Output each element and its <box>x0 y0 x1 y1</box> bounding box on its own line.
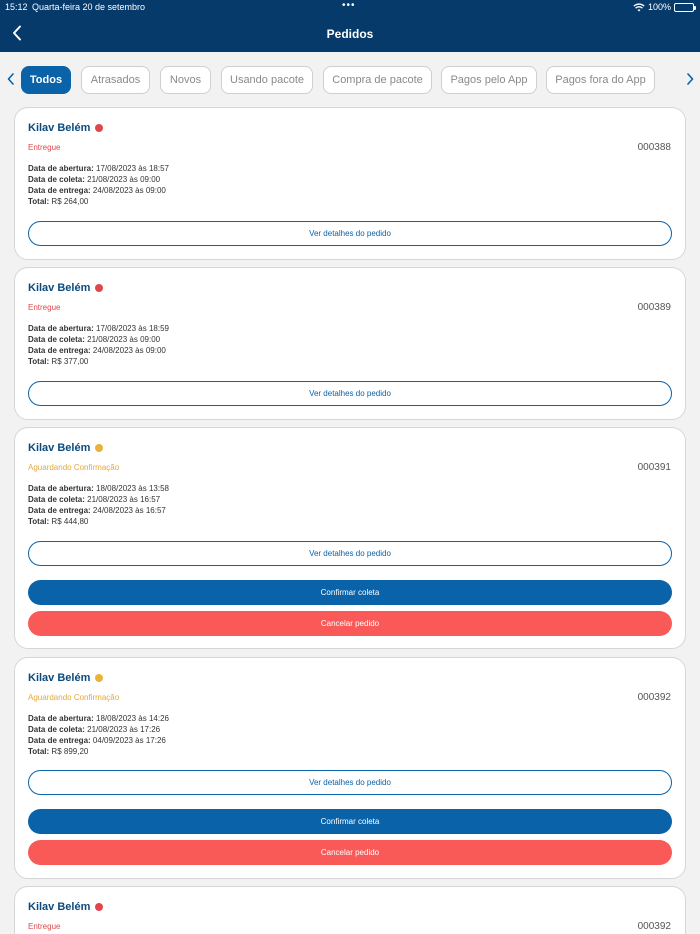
order-dates: Data de abertura: 17/08/2023 às 18:57 Data de coleta: 21/08/2023 às 09:00 Data de entrega: 24/08/2023 às 09:00 Total: R$ 264,00 <box>28 164 169 206</box>
confirm-pickup-button[interactable]: Confirmar coleta <box>28 809 672 834</box>
store-name: Kilav Belém <box>28 442 103 454</box>
status-dot <box>95 124 103 132</box>
status-dot <box>95 674 103 682</box>
tab-todos[interactable]: Todos <box>21 66 71 94</box>
order-dates: Data de abertura: 18/08/2023 às 13:58 Data de coleta: 21/08/2023 às 16:57 Data de entrega: 24/08/2023 às 16:57 Total: R$ 444,80 <box>28 484 169 526</box>
tab-pagos-pelo-app[interactable]: Pagos pelo App <box>441 66 537 94</box>
order-card <box>14 267 686 420</box>
status-bar <box>0 0 700 14</box>
wifi-icon <box>633 3 645 12</box>
tab-pagos-fora-do-app[interactable]: Pagos fora do App <box>546 66 655 94</box>
order-status: Entregue <box>28 303 61 312</box>
order-number: 000388 <box>637 142 671 153</box>
status-right <box>633 2 694 12</box>
tab-compra-de-pacote[interactable]: Compra de pacote <box>323 66 432 94</box>
status-time: 15:12 <box>5 2 28 12</box>
order-status: Aguardando Confirmação <box>28 463 120 472</box>
order-status: Aguardando Confirmação <box>28 693 120 702</box>
tabs-scroll-right-button[interactable] <box>684 71 696 87</box>
order-number: 000392 <box>637 921 671 932</box>
tabs-scroll-left-button[interactable] <box>4 71 16 87</box>
order-number: 000392 <box>637 692 671 703</box>
cancel-order-button[interactable]: Cancelar pedido <box>28 840 672 865</box>
view-order-details-button[interactable]: Ver detalhes do pedido <box>28 770 672 795</box>
battery-percent: 100% <box>647 2 671 12</box>
store-name: Kilav Belém <box>28 282 103 294</box>
order-dates: Data de abertura: 18/08/2023 às 14:26 Data de coleta: 21/08/2023 às 17:26 Data de entrega: 04/09/2023 às 17:26 Total: R$ 899,20 <box>28 714 169 756</box>
view-order-details-button[interactable]: Ver detalhes do pedido <box>28 541 672 566</box>
confirm-pickup-button[interactable]: Confirmar coleta <box>28 580 672 605</box>
order-status: Entregue <box>28 922 61 931</box>
chevron-left-icon <box>7 73 14 85</box>
order-number: 000391 <box>637 462 671 473</box>
chevron-right-icon <box>687 73 694 85</box>
order-number: 000389 <box>637 302 671 313</box>
store-name: Kilav Belém <box>28 672 103 684</box>
order-status: Entregue <box>28 143 61 152</box>
status-dot <box>95 903 103 911</box>
tab-novos[interactable]: Novos <box>160 66 211 94</box>
multitask-dots-icon[interactable]: ••• <box>342 0 356 11</box>
order-card <box>14 657 686 879</box>
store-name: Kilav Belém <box>28 122 103 134</box>
status-dot <box>95 284 103 292</box>
status-dot <box>95 444 103 452</box>
tab-atrasados[interactable]: Atrasados <box>81 66 150 94</box>
tab-usando-pacote[interactable]: Usando pacote <box>221 66 313 94</box>
view-order-details-button[interactable]: Ver detalhes do pedido <box>28 381 672 406</box>
order-card <box>14 427 686 649</box>
order-card <box>14 107 686 260</box>
view-order-details-button[interactable]: Ver detalhes do pedido <box>28 221 672 246</box>
order-dates: Data de abertura: 17/08/2023 às 18:59 Data de coleta: 21/08/2023 às 09:00 Data de entrega: 24/08/2023 às 09:00 Total: R$ 377,00 <box>28 324 169 366</box>
cancel-order-button[interactable]: Cancelar pedido <box>28 611 672 636</box>
store-name: Kilav Belém <box>28 901 103 913</box>
page-title: Pedidos <box>326 27 374 41</box>
top-bar <box>0 0 700 52</box>
status-date: Quarta-feira 20 de setembro <box>32 2 146 12</box>
battery-icon <box>674 3 694 12</box>
order-card <box>14 886 686 934</box>
filter-tabs <box>0 52 700 106</box>
